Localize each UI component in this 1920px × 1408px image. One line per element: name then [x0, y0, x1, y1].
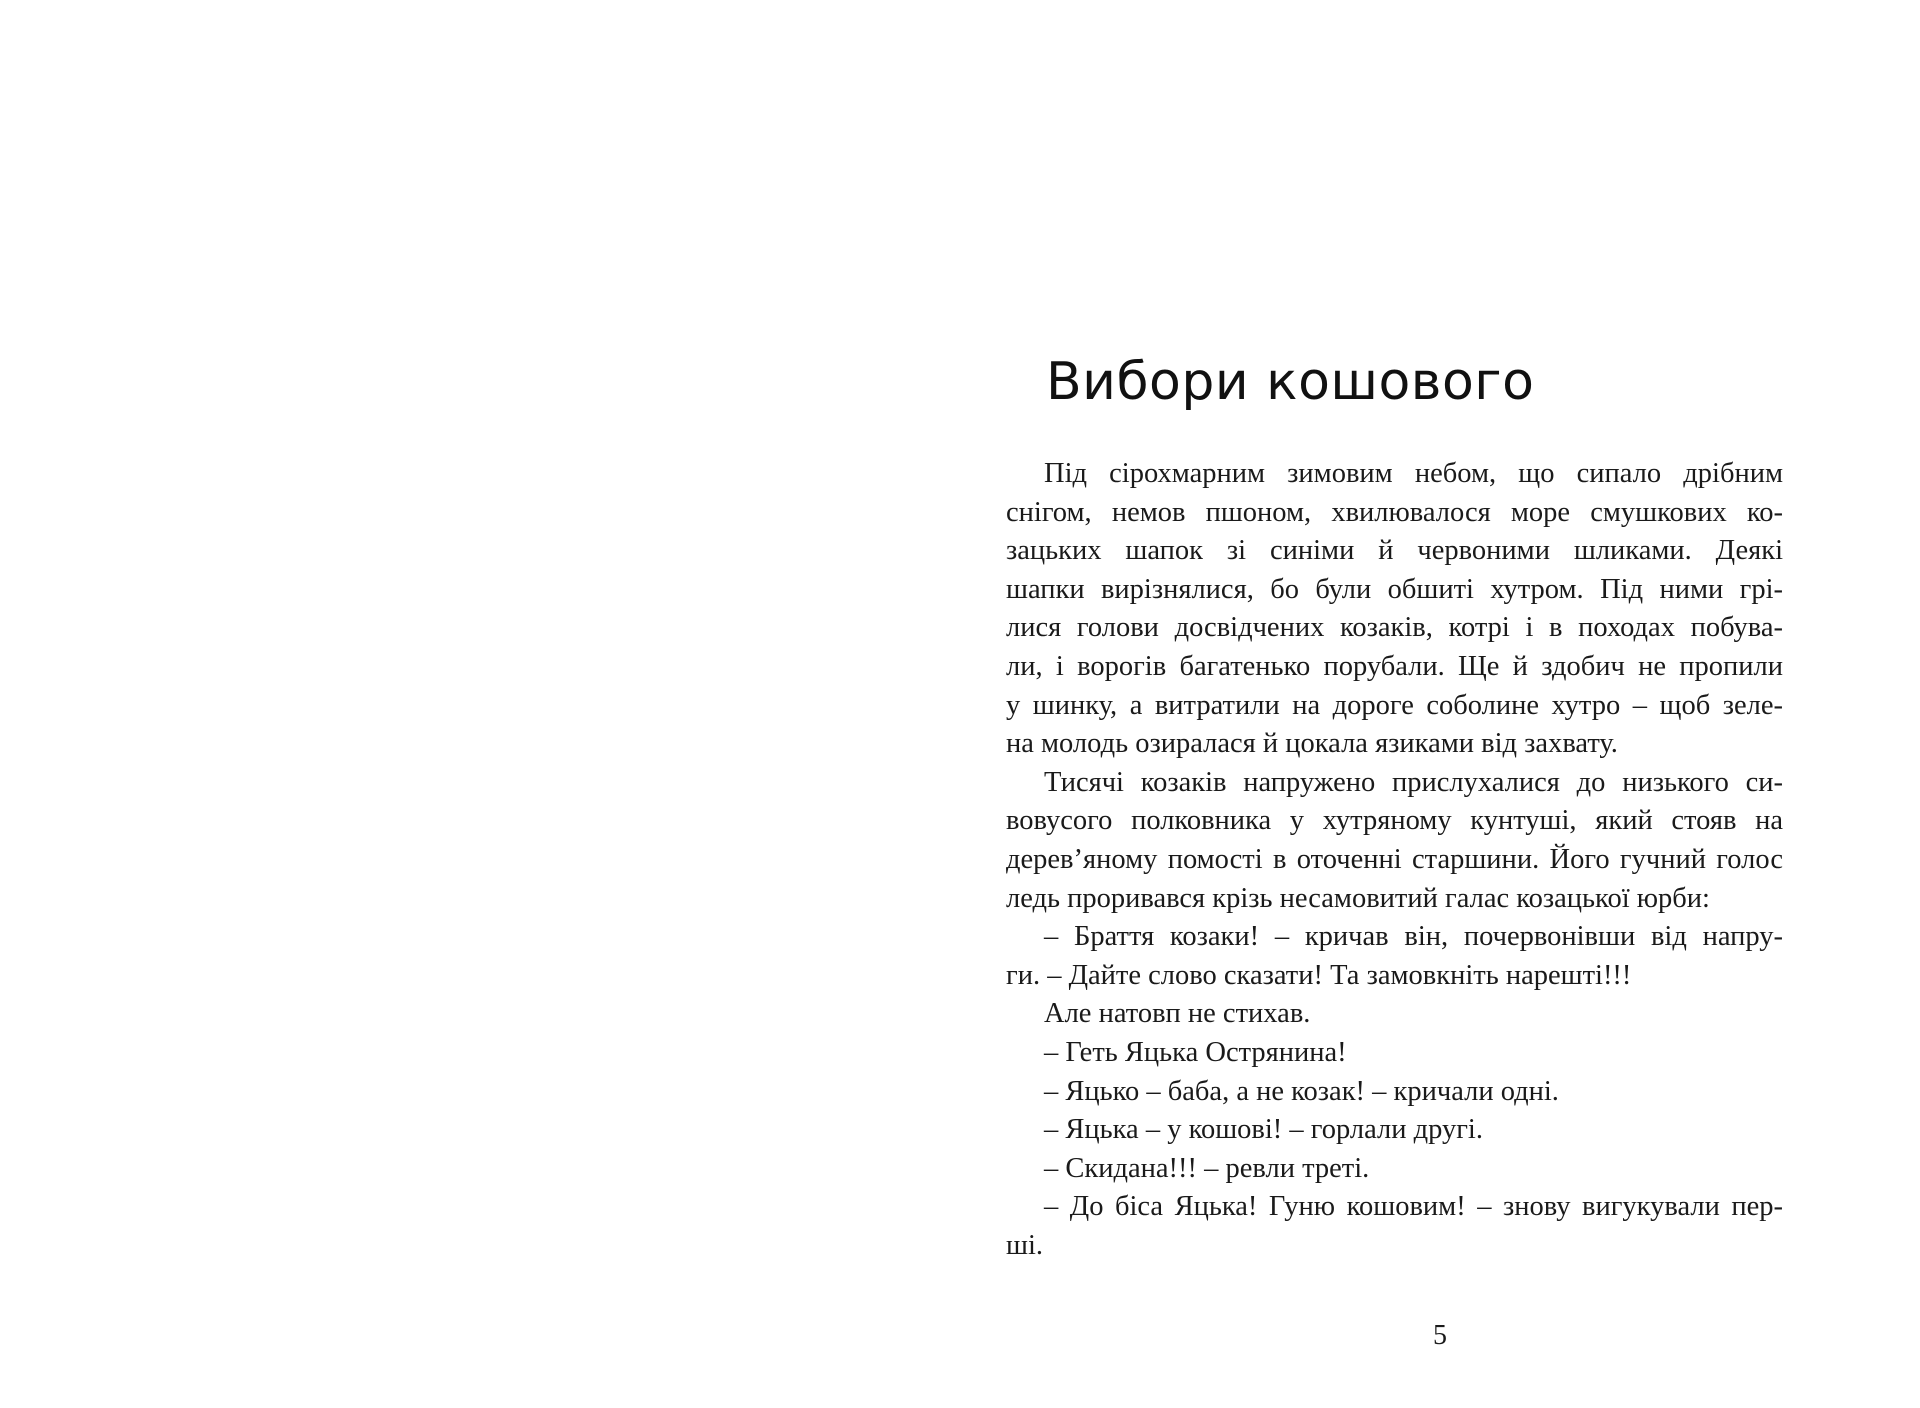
text-line: на молодь озиралася й цокала язиками від захвату.: [1006, 728, 1618, 760]
text-line: ледь проривався крізь несамовитий галас козацької юрби:: [1006, 882, 1710, 914]
text-line: Під сірохмарним зимовим небом, що сипало дрібним: [1044, 458, 1783, 489]
text-line: – Геть Яцька Острянина!: [1044, 1036, 1347, 1068]
page-number: 5: [1433, 1320, 1447, 1351]
text-line: ли, і ворогів багатенько порубали. Ще й здобич не пропили: [1006, 650, 1783, 682]
text-line: зацьких шапок зі синіми й червоними шликами. Деякі: [1006, 535, 1783, 567]
text-line: у шинку, а витратили на дороге соболине хутро – щоб зеле-: [1006, 689, 1783, 721]
text-line: – Яцька – у кошові! – горлали другі.: [1044, 1114, 1483, 1146]
text-line: Але натовп не стихав.: [1044, 998, 1311, 1030]
text-line: шапки вирізнялися, бо були обшиті хутром. Під ними грі-: [1006, 573, 1783, 605]
text-line: лися голови досвідчених козаків, котрі і в походах побува-: [1006, 612, 1783, 644]
text-line: дерев’яному помості в оточенні старшини. Його гучний голос: [1006, 843, 1783, 875]
text-line: – Браття козаки! – кричав він, почервонівши від напру-: [1044, 921, 1783, 953]
text-line: Тисячі козаків напружено прислухалися до низького си-: [1044, 766, 1783, 798]
text-line: ші.: [1006, 1229, 1043, 1261]
body-text: [1006, 455, 1783, 1265]
text-line: – Яцько – баба, а не козак! – кричали одні.: [1044, 1075, 1559, 1107]
text-line: – До біса Яцька! Гуню кошовим! – знову вигукували пер-: [1044, 1191, 1783, 1223]
text-line: вовусого полковника у хутряному кунтуші, який стояв на: [1006, 805, 1783, 837]
chapter-title: Вибори кошового: [1046, 352, 1535, 412]
text-line: снігом, немов пшоном, хвилювалося море смушкових ко-: [1006, 496, 1783, 528]
text-line: ги. – Дайте слово сказати! Та замовкніть нарешті!!!: [1006, 959, 1632, 991]
text-line: – Скидана!!! – ревли треті.: [1044, 1152, 1370, 1184]
right-page: [960, 0, 1920, 1408]
